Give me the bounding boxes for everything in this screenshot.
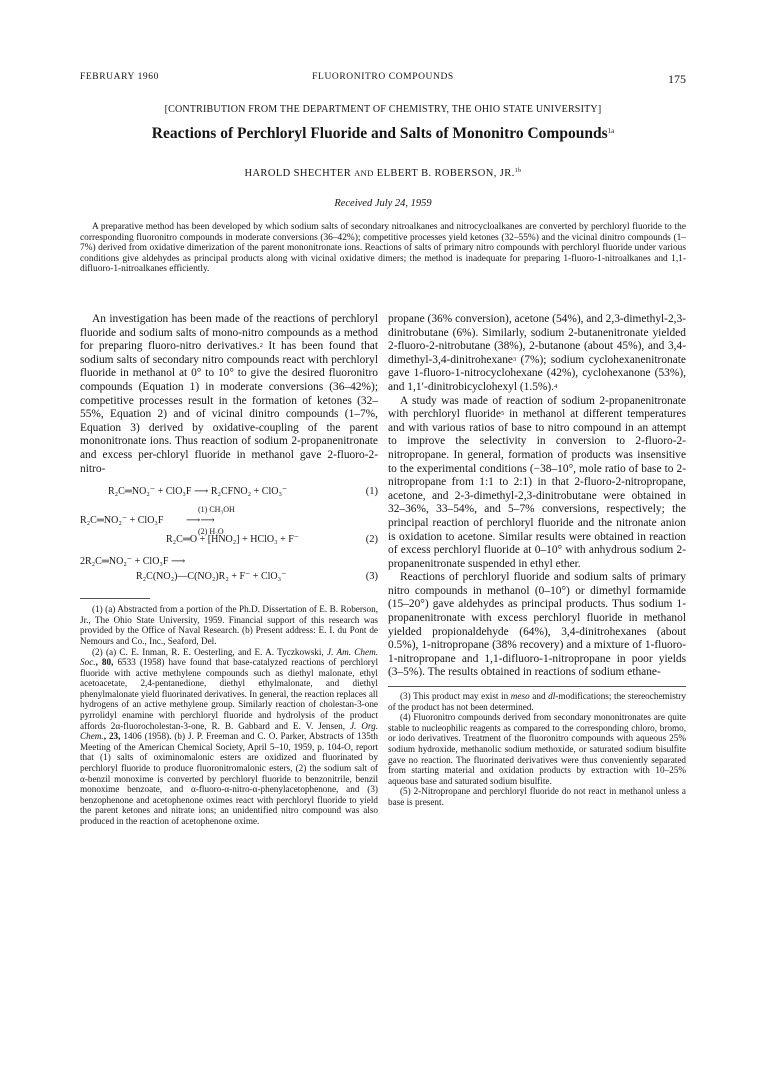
equation-2-reactants: R₂C═NO₂⁻ + ClO₃F (80, 515, 164, 527)
study-text-a: A study was made of reaction of sodium 2-propanenitronate with perchloryl fluoride (388, 394, 686, 421)
equation-2-number: (2) (365, 534, 378, 546)
fn3-text-a: (3) This product may exist in (400, 691, 511, 702)
reaction-arrow-icon: ⟶⟶ (186, 515, 215, 527)
equation-3-products: R₂C(NO₂)—C(NO₂)R₂ + F⁻ + ClO₃⁻ (136, 571, 287, 583)
article-title (80, 125, 686, 143)
intro-text-b: It has been found that sodium salts of secondary nitro compounds react with perchloryl fluoride in methanol at 0° to 10° to give the desired fluoronitro compounds (Equation 1) in moderate conversions (36–42%); competitive processes result in the formation of ketones (32–55%, Equation 2) and of vicinal dinitro compounds (1–7%, Equation 3) derived by oxidative-coupling of the parent mononitronate ions. Thus reaction of sodium 2-propanenitronate and excess per-chloryl fluoride in methanol gave 2-fluoro-2-nitro- (80, 340, 378, 475)
author-1: HAROLD SHECHTER (244, 168, 352, 179)
fn3-text-b: and (529, 691, 549, 702)
results-text-a: propane (36% conversion), acetone (54%), and 2,3-dimethyl-2,3-dinitrobutane (6%). Similarly, sodium 2-butanenitronate yielded 2-fluoro-2-nitrobutane (38%), 2-butanone (about 45%), and 3,4-dimethyl-3,4-dinitrohexane (388, 313, 686, 366)
running-head (80, 72, 686, 86)
footnote-rule-right (388, 686, 686, 687)
equations-block (80, 486, 378, 584)
results-paragraph-2 (388, 395, 686, 572)
header-date: FEBRUARY 1960 (80, 72, 159, 82)
left-column (80, 313, 378, 827)
equation-3 (80, 554, 378, 584)
ref-mark-5: 5 (500, 410, 505, 418)
intro-paragraph (80, 313, 378, 476)
footnote-1: (1) (a) Abstracted from a portion of the Ph.D. Dissertation of E. B. Roberson, Jr., The Ohio State University, 1959. Financial support of this research was provided by the Office of Naval Research. (b) Present address: E. I. du Pont de Nemours and Co., Inc., Seaford, Del. (80, 604, 378, 646)
fn2-text-a: (2) (a) C. E. Inman, R. E. Oesterling, and E. A. Tyczkowski, (92, 646, 327, 657)
fn3-dl: dl (548, 691, 556, 702)
equation-1-number: (1) (365, 486, 378, 498)
ref-mark-2: 2 (259, 342, 263, 350)
equation-3-reactants: 2R₂C═NO₂⁻ + ClO₃F ⟶ (80, 556, 186, 568)
study-text-b: in methanol at different temperatures and with various ratios of base to nitro compound in an attempt to improve the selectivity in conversion to 2-fluoro-2-nitropropane. In general, formation of products was insensitive to the experimental conditions (−38–10°, mole ratio of base to 2-nitropropane from 1:1 to 2:1) in that 2-fluoro-2-nitropropane, acetone, and 2-3-dimethyl-2,3-dinitrobutane were obtained in 32–36%, 33–54%, and 5–7% conversions, respectively; the principal reaction of perchloryl fluoride and the nitronate anion is oxidation to acetone. Similar results were obtained in reaction of excess perchloryl fluoride at 0–10° with anhydrous sodium 2-propanenitronate suspended in ethyl ether. (388, 408, 686, 570)
footnote-2 (80, 647, 378, 827)
fn2-volume-1: , 80, (95, 657, 114, 668)
equation-2-condition-1: (1) CH₃OH (198, 505, 235, 515)
page-number: 175 (668, 72, 686, 86)
fn2-journal-2: J. Org. Chem. (80, 720, 378, 742)
equation-1-text: R₂C═NO₂⁻ + ClO₃F ⟶ R₂CFNO₂ + ClO₃⁻ (108, 486, 288, 498)
fn3-meso: meso (510, 691, 530, 702)
author-line (80, 168, 686, 179)
results-paragraph-3: Reactions of perchloryl fluoride and sodium salts of primary nitro compounds in methanol (0–10°) or dimethyl formamide (15–20°) gave aldehydes as principal products. Thus sodium 1-propanenitronate with excess perchloryl fluoride in methanol yielded propionaldehyde (64%), 3,4-dinitrohexanes (about 0.5%), 1-nitropropane (38% recovery) and a mixture of 1-fluoro-1-nitropropane and 1,1-difluoro-1-nitropropane in poor yields (3–5%). The results obtained in reactions of sodium ethane- (388, 571, 686, 679)
footnote-divider (80, 598, 150, 599)
results-paragraph-1 (388, 313, 686, 395)
equation-3-number: (3) (365, 571, 378, 583)
fn3-text-c: -modifications; the stereochemistry of the product has not been determined. (388, 691, 687, 712)
title-footnote-mark: 1a (607, 127, 615, 135)
equation-2-condition-2: (2) H₂O (198, 527, 224, 537)
author-conjunction: AND (354, 168, 374, 178)
author-2: ELBERT B. ROBERSON, JR. (376, 168, 515, 179)
abstract: A preparative method has been developed by which sodium salts of secondary nitroalkanes and nitrocycloalkanes are converted by perchloryl fluoride to the corresponding fluoronitro compounds in moderate conversions (36–42%); competitive processes yield ketones (32–55%) and the vicinal dinitro compounds (1–7%) derived from oxidative dimerization of the parent mononitronate ions. Reactions of salts of primary nitro compounds with perchloryl fluoride under various conditions give aldehydes as principal products along with vicinal oxidative dimers; the method is inadequate for preparing 1-fluoro-1-nitroalkanes and 1,1-difluoro-1-nitroalkanes efficiently. (80, 222, 686, 275)
footnote-3 (388, 691, 686, 712)
ref-mark-3: 3 (512, 355, 517, 363)
ref-mark-4: 4 (554, 382, 558, 390)
fn2-text-b: 6533 (1958) have found that base-catalyzed reactions of perchloryl fluoride with active methylene compounds such as diethyl malonate, ethyl acetoacetate, 2,4-pentanedione, diethyl ethylmalonate, and diethyl phenylmalonate yield fluorinated derivatives. In general, the reaction replaces all hydrogens of an active methylene group. Similarly reaction of cholestan-3-one pyrrolidyl enamine with perchloryl fluoride and hydrolysis of the product affords 2α-fluorocholestan-3-one, R. B. Gabbard and E. V. Jensen, (80, 657, 378, 731)
fn2-journal-1: J. Am. Chem. Soc. (80, 646, 378, 668)
right-column (388, 313, 686, 808)
equation-2 (80, 505, 378, 546)
fn2-volume-2: , 23, (103, 731, 121, 742)
contribution-line: [CONTRIBUTION FROM THE DEPARTMENT OF CHEMISTRY, THE OHIO STATE UNIVERSITY] (164, 104, 602, 115)
article-title-text: Reactions of Perchloryl Fluoride and Salts of Mononitro Compounds (151, 125, 608, 142)
footnote-4: (4) Fluoronitro compounds derived from secondary mononitronates are quite stable to nucleophilic reagents as compared to the corresponding chloro, bromo, or iodo derivatives. Treatment of the fluoronitro compounds with aqueous 25% sodium hydroxide, methanolic sodium methoxide, or saturated sodium bisulfite gave no reaction. The fluorinated derivatives were thus conveniently separated from starting material and oxidation products by extraction with 10–25% aqueous base and saturated sodium bisulfite. (388, 712, 686, 786)
intro-text-a: An investigation has been made of the reactions of perchloryl fluoride and sodium salts of mono-nitro compounds as a method for preparing fluoro-nitro derivatives. (80, 313, 378, 353)
equation-1 (80, 486, 378, 500)
header-journal-section: FLUORONITRO COMPOUNDS (312, 72, 454, 82)
author-footnote-mark: 1b (514, 168, 522, 174)
fn2-text-c: 1406 (1958). (b) J. P. Freeman and C. O. Parker, Abstracts of 135th Meeting of the American Chemical Society, April 5–10, 1959, p. 104-O, report that (1) salts of oximinomalonic esters are oxidized and fluorinated by perchloryl fluoride to produce fluoronitromalonic esters, (2) the sodium salt of α-benzil monoxime is converted by perchloryl fluoride to benzonitrile, benzil monoxime benzoate, and α-fluoro-α-nitro-α-phenylacetophenone, and (3) benzophenone and acetophenone oximes react with perchloryl fluoride to yield the parent ketones and nitrate ions; an unidentified nitro compound was also produced in the reaction of acetophenone oxime. (80, 731, 378, 826)
equation-2-products: R₂C═O + [HNO₂] + HClO₃ + F⁻ (166, 534, 300, 546)
results-text-b: (7%); sodium cyclohexanenitronate gave 1-fluoro-1-nitrocyclohexane (42%), cyclohexanone (53%), and 1,1′-dinitrobicyclohexyl (1.5%). (388, 353, 686, 393)
footnote-5: (5) 2-Nitropropane and perchloryl fluoride do not react in methanol unless a base is present. (388, 786, 686, 807)
received-date: Received July 24, 1959 (334, 198, 432, 209)
